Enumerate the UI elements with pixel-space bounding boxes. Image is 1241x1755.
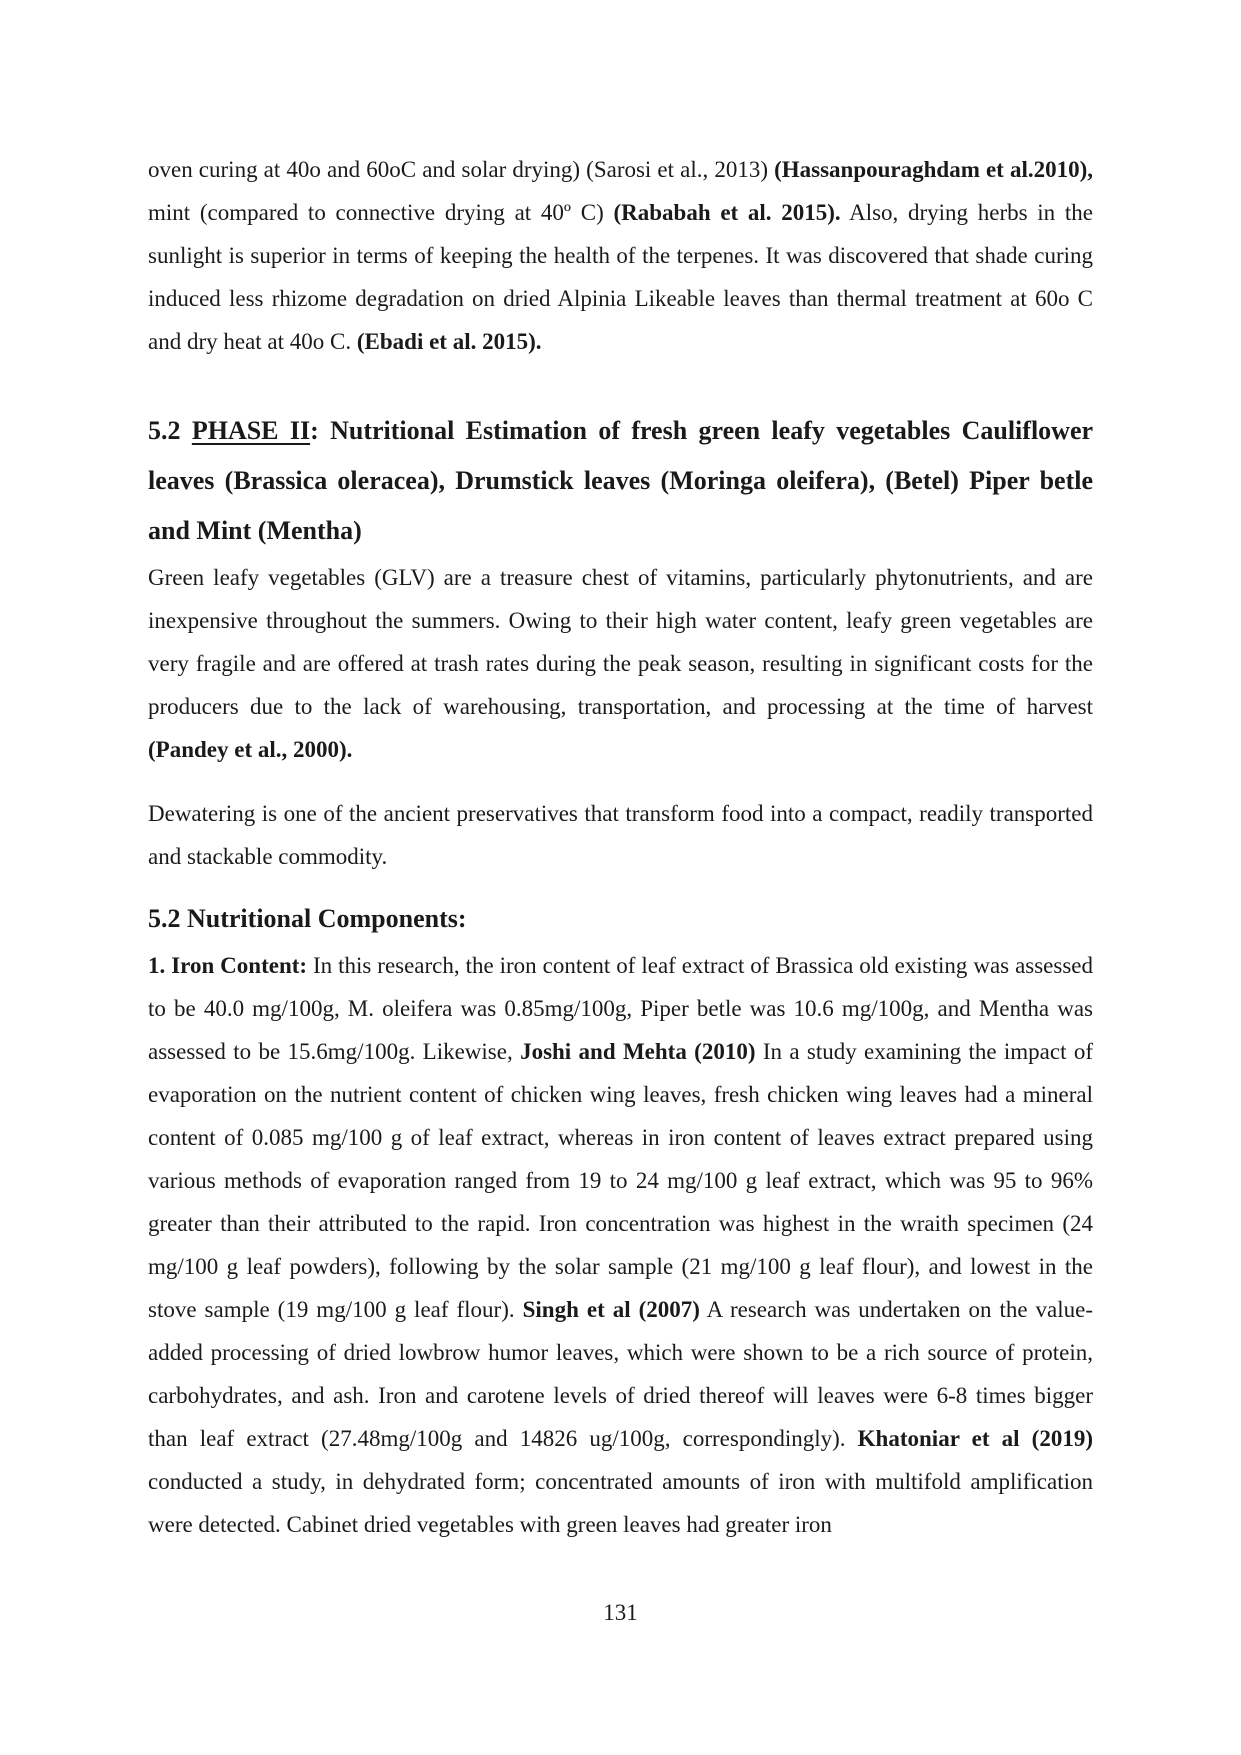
citation: Singh et al (2007) [522, 1297, 700, 1322]
citation: (Pandey et al., 2000). [148, 737, 353, 762]
citation: (Hassanpouraghdam et al.2010), [774, 157, 1093, 182]
page-number: 131 [603, 1600, 638, 1625]
paragraph-glv: Green leafy vegetables (GLV) are a treasure chest of vitamins, particularly phytonutrients, and are inexpensive throughout the summers. Owing to their high water content, leafy green vegetables are very fragile and are offered at trash rates during the peak season, resulting in significant costs for the producers due to the lack of warehousing, transportation, and processing at the time of harvest (Pandey et al., 2000). [148, 565, 1093, 762]
subheading-iron: 1. Iron Content: [148, 953, 308, 978]
phase-label: PHASE II [191, 416, 311, 445]
citation: (Rababah et al. 2015). [613, 200, 841, 225]
citation: Khatoniar et al (2019) [857, 1426, 1093, 1451]
paragraph-drying-methods: oven curing at 40o and 60oC and solar drying) (Sarosi et al., 2013) (Hassanpouraghdam et al.2010), mint (compared to connective drying at 40º C) (Rababah et al. 2015). Also, drying herbs in the sunlight is superior in terms of keeping the health of the terpenes. It was discovered that shade curing induced less rhizome degradation on dried Alpinia Likeable leaves than thermal treatment at 60o C and dry heat at 40o C. (Ebadi et al. 2015). [148, 157, 1093, 354]
citation: Joshi and Mehta (2010) [520, 1039, 756, 1064]
section-heading-phase-ii: 5.2 PHASE II: Nutritional Estimation of fresh green leafy vegetables Cauliflower leaves (Brassica oleracea), Drumstick leaves (Moringa oleifera), (Betel) Piper betle and Mint (Mentha) [148, 416, 1094, 545]
paragraph-iron-content: 1. Iron Content: In this research, the iron content of leaf extract of Brassica old existing was assessed to be 40.0 mg/100g, M. oleifera was 0.85mg/100g, Piper betle was 10.6 mg/100g, and Mentha was assessed to be 15.6mg/100g. Likewise, Joshi and Mehta (2010) In a study examining the impact of evaporation on the nutrient content of chicken wing leaves, fresh chicken wing leaves had a mineral content of 0.085 mg/100 g of leaf extract, whereas in iron content of leaves extract prepared using various methods of evaporation ranged from 19 to 24 mg/100 g leaf extract, which was 95 to 96% greater than their attributed to the rapid. Iron concentration was highest in the wraith specimen (24 mg/100 g leaf powders), following by the solar sample (21 mg/100 g leaf flour), and lowest in the stove sample (19 mg/100 g leaf flour). Singh et al (2007) A research was undertaken on the value-added processing of dried lowbrow humor leaves, which were shown to be a rich source of protein, carbohydrates, and ash. Iron and carotene levels of dried thereof will leaves were 6-8 times bigger than leaf extract (27.48mg/100g and 14826 ug/100g, correspondingly). Khatoniar et al (2019) conducted a study, in dehydrated form; concentrated amounts of iron with multifold amplification were detected. Cabinet dried vegetables with green leaves had greater iron [148, 953, 1093, 1537]
paragraph-dewatering: Dewatering is one of the ancient preservatives that transform food into a compact, readily transported and stackable commodity. [148, 801, 1093, 869]
section-heading-components: 5.2 Nutritional Components: [148, 904, 467, 933]
citation: (Ebadi et al. 2015). [356, 329, 542, 354]
